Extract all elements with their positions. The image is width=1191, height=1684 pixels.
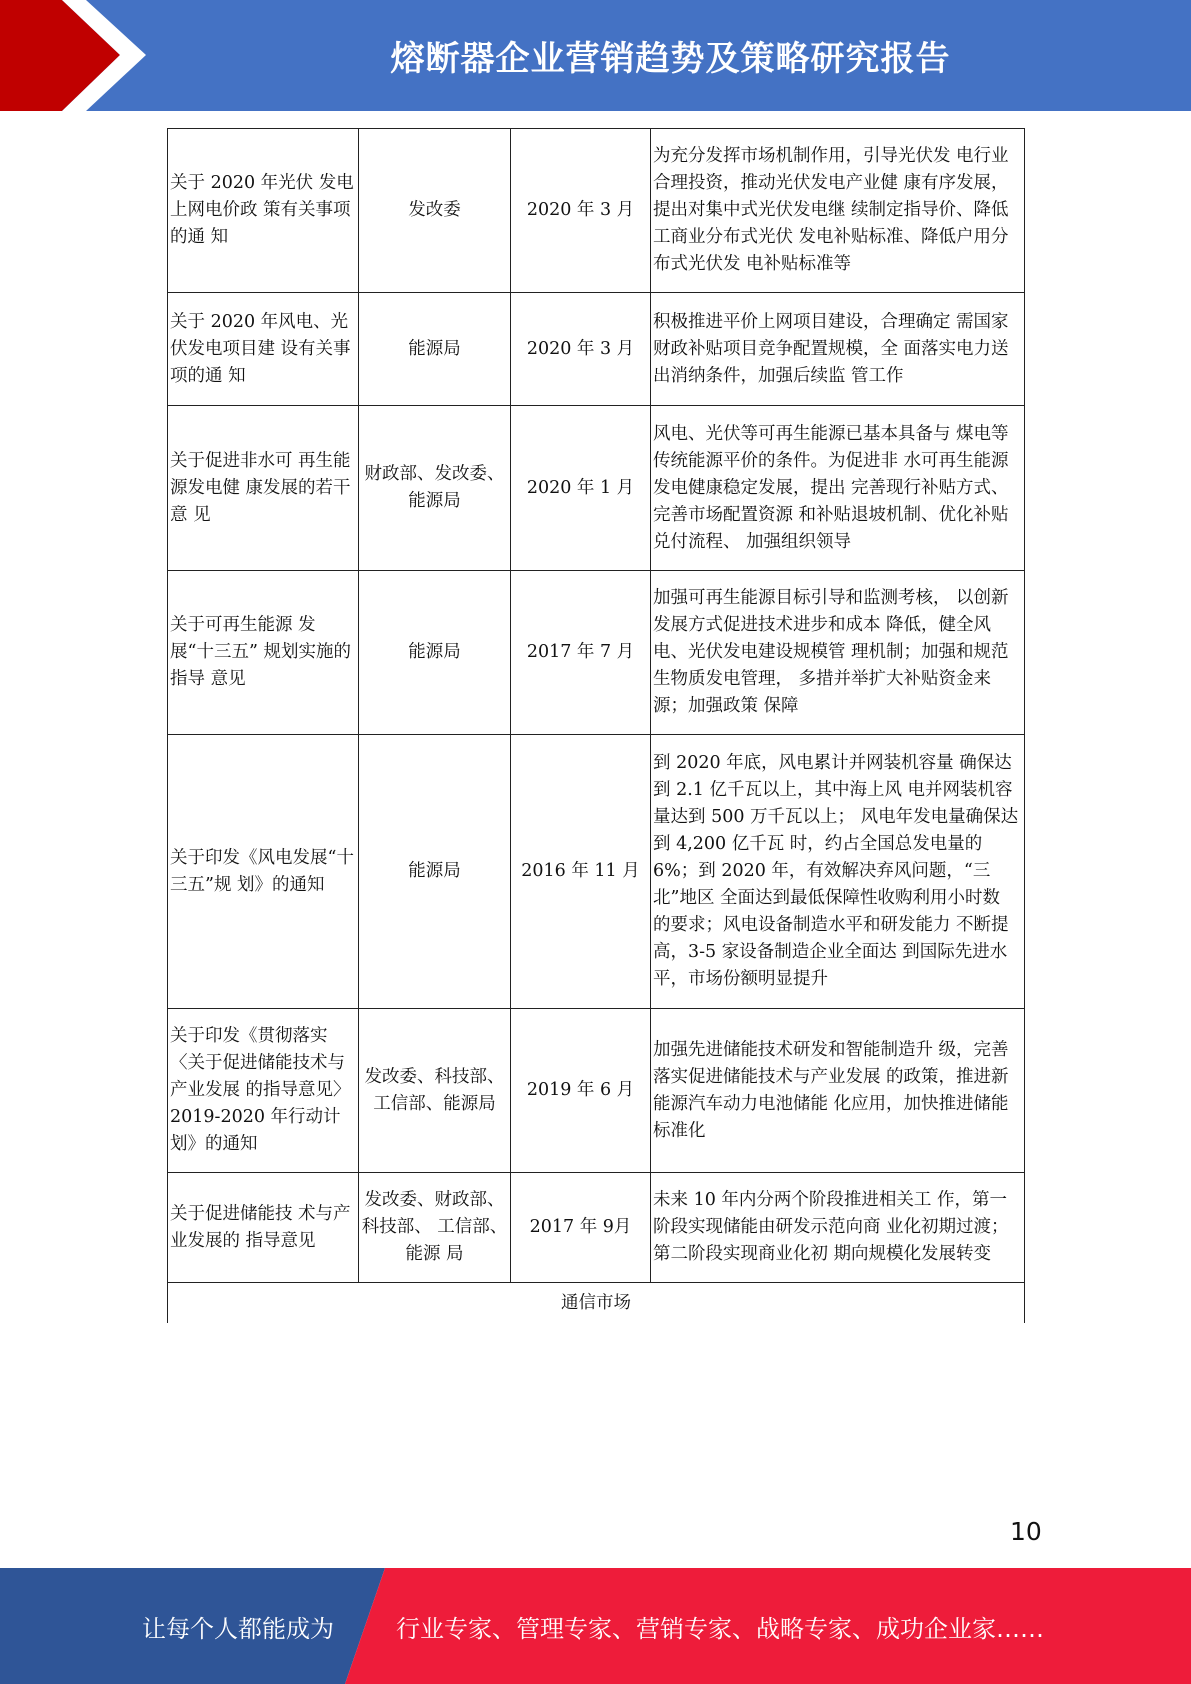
policy-date: 2020 年 3 月 [511, 129, 651, 293]
policy-date: 2016 年 11 月 [511, 735, 651, 1009]
policy-agency: 能源局 [359, 735, 511, 1009]
policy-title: 关于印发《贯彻落实〈关于促进储能技术与产业发展 的指导意见〉2019-2020 年行动计划》的通知 [168, 1009, 359, 1173]
policy-agency: 发改委、财政部、科技部、 工信部、能源 局 [359, 1173, 511, 1283]
table-row [168, 735, 1025, 1009]
policy-content: 为充分发挥市场机制作用，引导光伏发 电行业合理投资，推动光伏发电产业健 康有序发展，提出对集中式光伏发电继 续制定指导价、降低工商业分布式光伏 发电补贴标准、降低户用分布式光伏发 电补贴标准等 [651, 129, 1025, 293]
policy-agency: 发改委、科技部、工信部、能源局 [359, 1009, 511, 1173]
footer-slogan-right: 行业专家、管理专家、营销专家、战略专家、成功企业家…… [396, 1614, 1044, 1643]
table-row [168, 129, 1025, 293]
table-row [168, 406, 1025, 571]
policy-content: 未来 10 年内分两个阶段推进相关工 作，第一阶段实现储能由研发示范向商 业化初期过渡；第二阶段实现商业化初 期向规模化发展转变 [651, 1173, 1025, 1283]
page-header [0, 0, 1191, 111]
policy-content: 风电、光伏等可再生能源已基本具备与 煤电等传统能源平价的条件。为促进非 水可再生能源发电健康稳定发展，提出 完善现行补贴方式、完善市场配置资源 和补贴退坡机制、优化补贴兑付流程、 加强组织领导 [651, 406, 1025, 571]
policy-date: 2020 年 1 月 [511, 406, 651, 571]
policy-agency: 财政部、发改委、能源局 [359, 406, 511, 571]
policy-date: 2020 年 3 月 [511, 293, 651, 406]
policy-date: 2019 年 6 月 [511, 1009, 651, 1173]
footer-slogan-left: 让每个人都能成为 [142, 1614, 334, 1643]
policy-date: 2017 年 9月 [511, 1173, 651, 1283]
table-row [168, 571, 1025, 735]
policy-table [167, 128, 1025, 1323]
page-number: 10 [1010, 1517, 1042, 1546]
policy-date: 2017 年 7 月 [511, 571, 651, 735]
page-footer [0, 1568, 1191, 1684]
table-row [168, 293, 1025, 406]
policy-agency: 能源局 [359, 293, 511, 406]
policy-content: 加强先进储能技术研发和智能制造升 级，完善落实促进储能技术与产业发展 的政策，推进新能源汽车动力电池储能 化应用，加快推进储能标准化 [651, 1009, 1025, 1173]
policy-content: 到 2020 年底，风电累计并网装机容量 确保达到 2.1 亿千瓦以上，其中海上风 电并网装机容量达到 500 万千瓦以上； 风电年发电量确保达到 4,200 亿千瓦 时，约占全国总发电量的 6%；到 2020 年，有效解决弃风问题，“三北”地区 全面达到最低保障性收购利用小时数 的要求；风电设备制造水平和研发能力 不断提高，3-5 家设备制造企业全面达 到国际先进水平，市场份额明显提升 [651, 735, 1025, 1009]
table-row [168, 1009, 1025, 1173]
policy-title: 关于促进非水可 再生能源发电健 康发展的若干意 见 [168, 406, 359, 571]
policy-content: 积极推进平价上网项目建设，合理确定 需国家财政补贴项目竞争配置规模，全 面落实电力送出消纳条件，加强后续监 管工作 [651, 293, 1025, 406]
policy-title: 关于可再生能源 发展“十三五” 规划实施的指导 意见 [168, 571, 359, 735]
policy-content: 加强可再生能源目标引导和监测考核， 以创新发展方式促进技术进步和成本 降低，健全风电、光伏发电建设规模管 理机制；加强和规范生物质发电管理， 多措并举扩大补贴资金来源；加强政策 保障 [651, 571, 1025, 735]
table-section-row [168, 1283, 1025, 1324]
policy-agency: 发改委 [359, 129, 511, 293]
section-label: 通信市场 [168, 1283, 1025, 1324]
policy-title: 关于印发《风电发展“十三五”规 划》的通知 [168, 735, 359, 1009]
report-title: 熔断器企业营销趋势及策略研究报告 [390, 39, 951, 79]
policy-agency: 能源局 [359, 571, 511, 735]
table-row [168, 1173, 1025, 1283]
policy-title: 关于 2020 年风电、光伏发电项目建 设有关事项的通 知 [168, 293, 359, 406]
policy-title: 关于 2020 年光伏 发电上网电价政 策有关事项的通 知 [168, 129, 359, 293]
policy-title: 关于促进储能技 术与产业发展的 指导意见 [168, 1173, 359, 1283]
